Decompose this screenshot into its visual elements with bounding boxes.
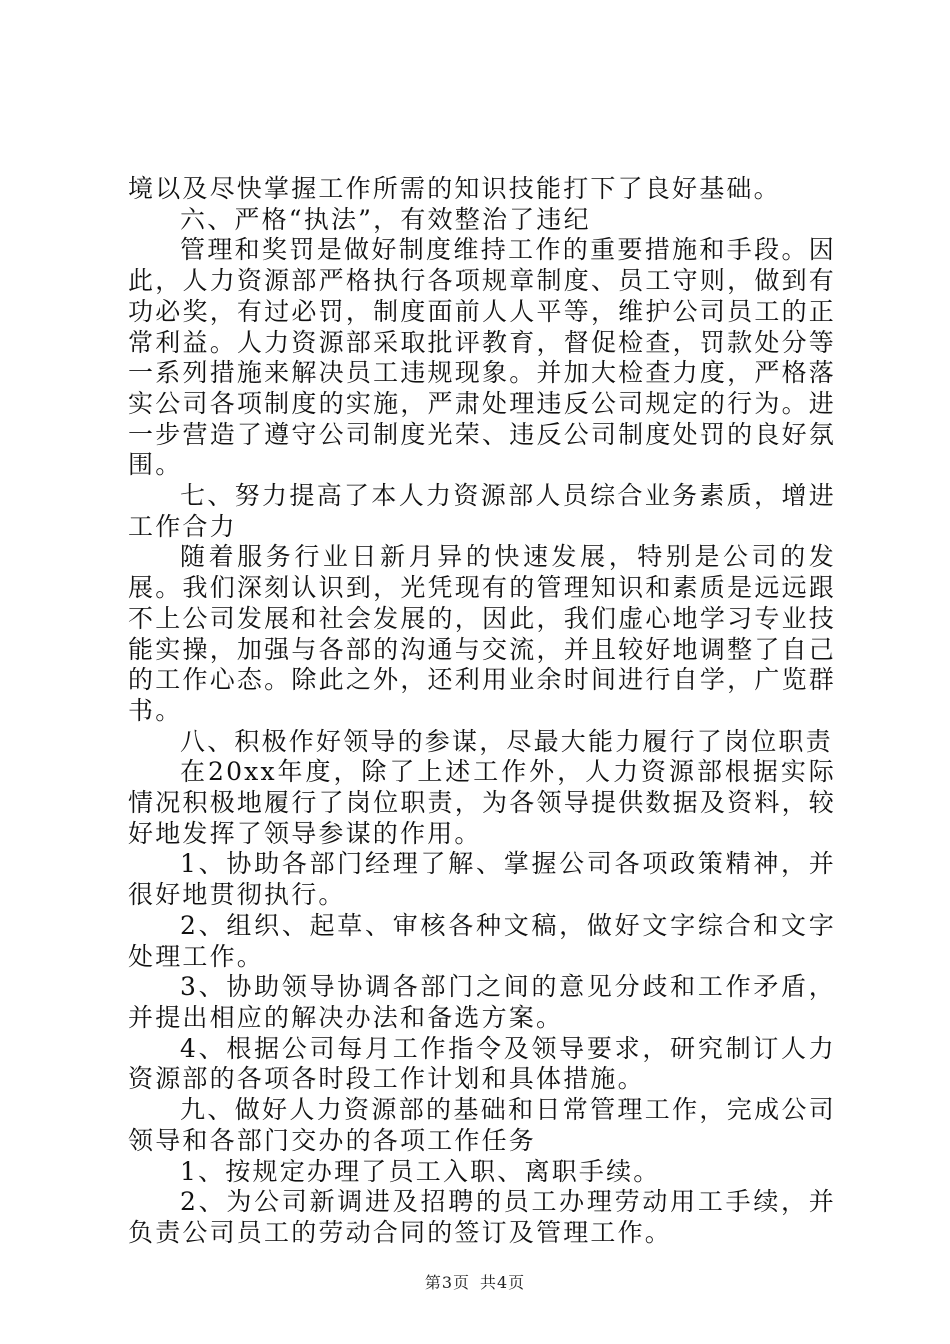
list-item-duty-3: 3、协助领导协调各部门之间的意见分歧和工作矛盾，并提出相应的解决办法和备选方案。: [128, 972, 836, 1032]
section-heading-six: 六、严格“执法”，有效整治了违纪: [180, 204, 591, 234]
section-heading-eight: 八、积极作好领导的参谋，尽最大能力履行了岗位职责: [180, 726, 833, 756]
section-heading-seven: 七、努力提高了本人力资源部人员综合业务素质，增进工作合力: [128, 481, 836, 541]
list-item-duty-1: 1、协助各部门经理了解、掌握公司各项政策精神，并很好地贯彻执行。: [128, 849, 836, 910]
document-body: [128, 174, 836, 1249]
list-item-task-1: 1、按规定办理了员工入职、离职手续。: [180, 1156, 661, 1186]
list-item-duty-2: 2、组织、起草、审核各种文稿，做好文字综合和文字处理工作。: [128, 910, 836, 971]
page-footer: [0, 1270, 950, 1293]
section-heading-nine: 九、做好人力资源部的基础和日常管理工作，完成公司领导和各部门交办的各项工作任务: [128, 1095, 836, 1155]
page-number: 第3页: [424, 1273, 470, 1292]
list-item-duty-4: 4、根据公司每月工作指令及领导要求，研究制订人力资源部的各项各时段工作计划和具体措施。: [128, 1033, 836, 1094]
page-total: 共4页: [480, 1273, 526, 1292]
paragraph-continuation: 境以及尽快掌握工作所需的知识技能打下了良好基础。: [128, 174, 781, 203]
paragraph-discipline: 管理和奖罚是做好制度维持工作的重要措施和手段。因此，人力资源部严格执行各项规章制度、员工守则，做到有功必奖，有过必罚，制度面前人人平等，维护公司员工的正常利益。人力资源部采取批评教育，督促检查，罚款处分等一系列措施来解决员工违规现象。并加大检查力度，严格落实公司各项制度的实施，严肃处理违反公司规定的行为。进一步营造了遵守公司制度光荣、违反公司制度处罚的良好氛围。: [128, 235, 836, 480]
paragraph-duties: 在20xx年度，除了上述工作外，人力资源部根据实际情况积极地履行了岗位职责，为各领导提供数据及资料，较好地发挥了领导参谋的作用。: [128, 757, 836, 848]
list-item-task-2: 2、为公司新调进及招聘的员工办理劳动用工手续，并负责公司员工的劳动合同的签订及管理工作。: [128, 1187, 836, 1247]
paragraph-learning: 随着服务行业日新月异的快速发展，特别是公司的发展。我们深刻认识到，光凭现有的管理知识和素质是远远跟不上公司发展和社会发展的，因此，我们虚心地学习专业技能实操，加强与各部的沟通与交流，并且较好地调整了自己的工作心态。除此之外，还利用业余时间进行自学，广览群书。: [128, 542, 836, 725]
